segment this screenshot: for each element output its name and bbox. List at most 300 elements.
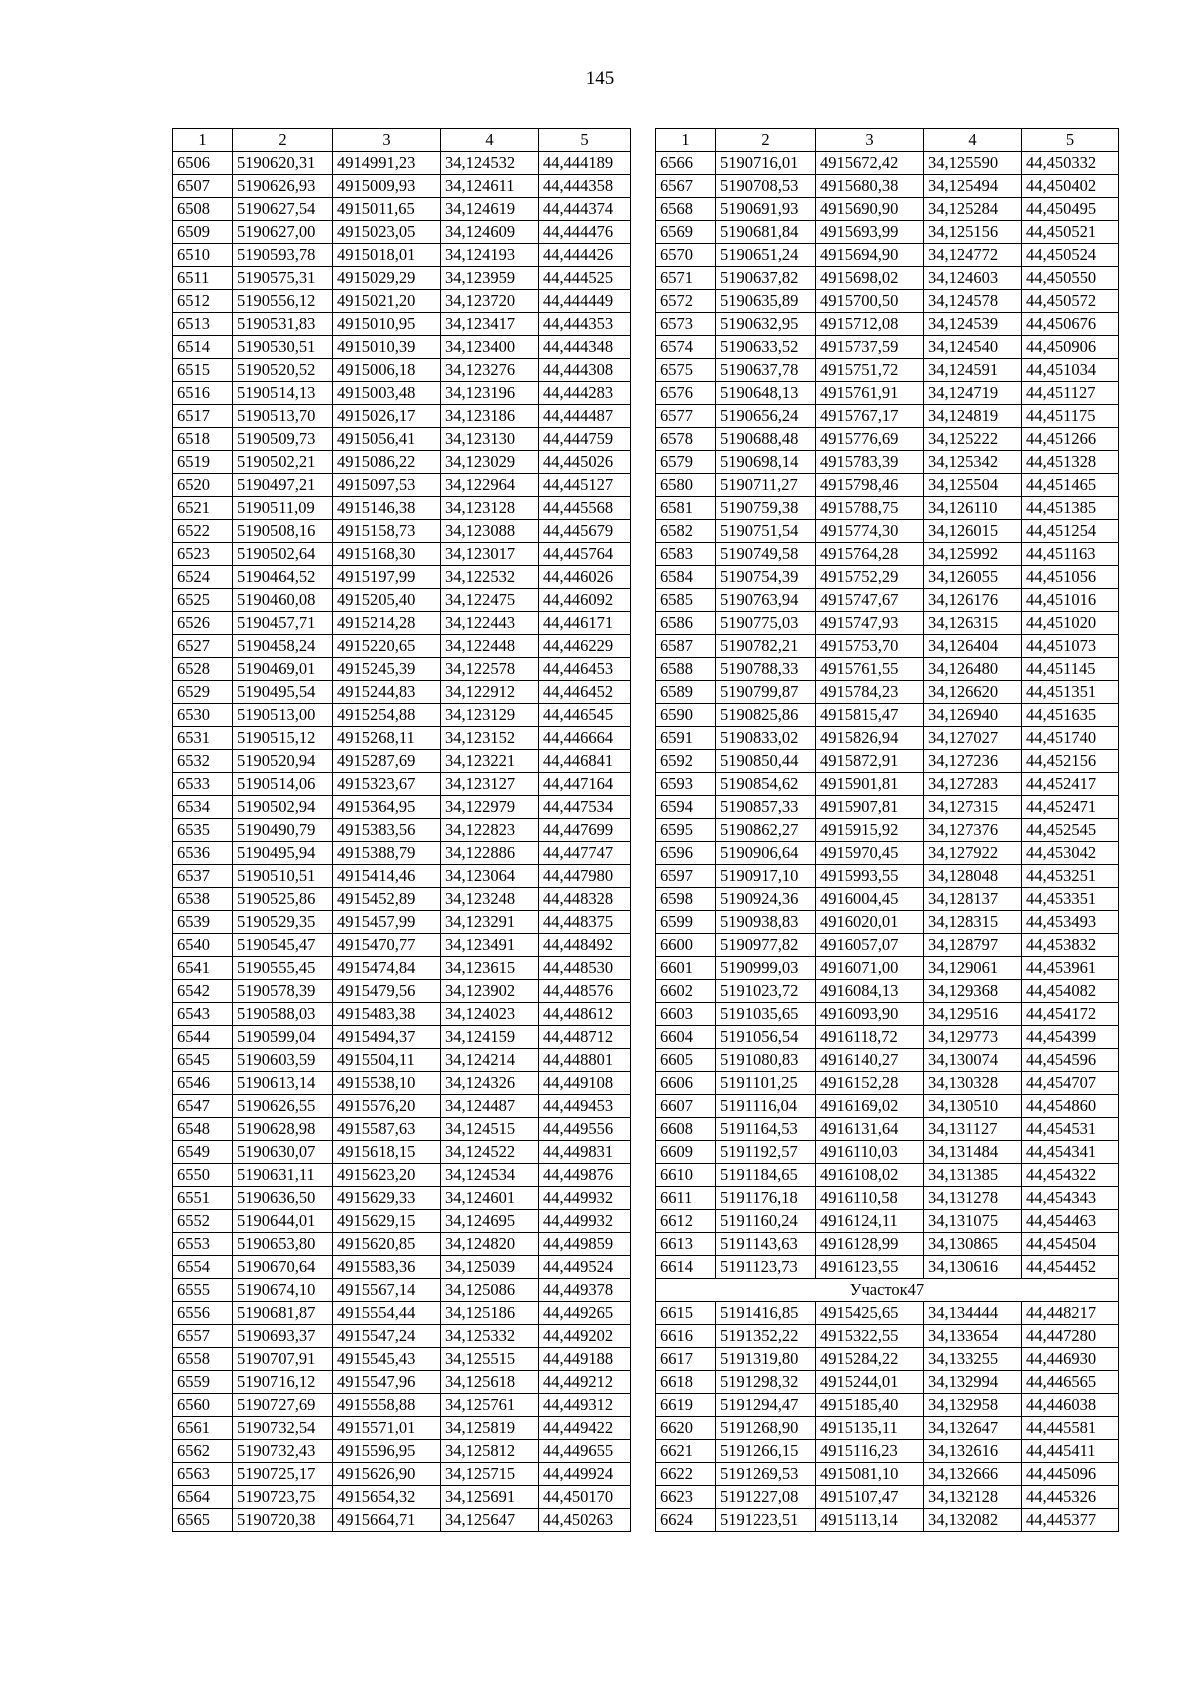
table-cell: 4916057,07 [816,934,924,957]
table-cell: 44,454504 [1022,1233,1119,1256]
table-cell: 4915245,39 [333,658,441,681]
table-cell: 44,446229 [539,635,631,658]
table-row [656,428,1119,451]
table-cell: 6511 [173,267,233,290]
table-row [656,589,1119,612]
table-row [173,1394,631,1417]
column-header: 5 [539,129,631,152]
table-cell: 5190495,54 [233,681,333,704]
table-row [656,865,1119,888]
table-cell: 34,122475 [441,589,539,612]
table-header-row [173,129,631,152]
table-cell: 44,450332 [1022,152,1119,175]
table-cell: 44,453042 [1022,842,1119,865]
table-row [173,359,631,382]
table-cell: 34,124695 [441,1210,539,1233]
table-cell: 5191223,51 [716,1509,816,1532]
table-cell: 34,132647 [924,1417,1022,1440]
table-cell: 5191164,53 [716,1118,816,1141]
table-cell: 44,448530 [539,957,631,980]
table-cell: 34,125156 [924,221,1022,244]
table-cell: 34,124487 [441,1095,539,1118]
table-cell: 4915323,67 [333,773,441,796]
table-row [173,1187,631,1210]
table-cell: 5190751,54 [716,520,816,543]
table-cell: 5190656,24 [716,405,816,428]
table-cell: 5191294,47 [716,1394,816,1417]
table-cell: 6617 [656,1348,716,1371]
table-cell: 44,454341 [1022,1141,1119,1164]
table-row [656,520,1119,543]
table-cell: 6624 [656,1509,716,1532]
table-cell: 5190556,12 [233,290,333,313]
table-cell: 6534 [173,796,233,819]
table-cell: 34,124772 [924,244,1022,267]
table-cell: 34,131484 [924,1141,1022,1164]
page-number: 145 [585,68,615,89]
table-cell: 5190513,00 [233,704,333,727]
table-cell: 4915425,65 [816,1302,924,1325]
table-cell: 44,451740 [1022,727,1119,750]
table-cell: 4915764,28 [816,543,924,566]
table-cell: 5190674,10 [233,1279,333,1302]
table-cell: 4915006,18 [333,359,441,382]
table-cell: 4915753,70 [816,635,924,658]
table-cell: 34,123417 [441,313,539,336]
table-cell: 4915747,93 [816,612,924,635]
table-cell: 44,447280 [1022,1325,1119,1348]
table-cell: 44,454082 [1022,980,1119,1003]
table-cell: 44,448801 [539,1049,631,1072]
table-cell: 44,445568 [539,497,631,520]
table-cell: 5191176,18 [716,1187,816,1210]
table-cell: 5190469,01 [233,658,333,681]
table-cell: 34,127283 [924,773,1022,796]
table-row [656,704,1119,727]
table-cell: 44,454343 [1022,1187,1119,1210]
table-cell: 34,124603 [924,267,1022,290]
table-row [656,796,1119,819]
table-row [173,1256,631,1279]
table-cell: 5191352,22 [716,1325,816,1348]
table-row [173,1486,631,1509]
table-row [656,451,1119,474]
table-cell: 34,125715 [441,1463,539,1486]
table-cell: 44,451351 [1022,681,1119,704]
table-cell: 6510 [173,244,233,267]
table-cell: 6535 [173,819,233,842]
table-cell: 6528 [173,658,233,681]
table-cell: 44,454452 [1022,1256,1119,1279]
table-cell: 34,125761 [441,1394,539,1417]
table-cell: 44,449212 [539,1371,631,1394]
table-cell: 6520 [173,474,233,497]
table-cell: 4916110,58 [816,1187,924,1210]
table-row [173,1141,631,1164]
table-cell: 4915970,45 [816,842,924,865]
table-row [173,1371,631,1394]
table-cell: 44,451465 [1022,474,1119,497]
table-row [656,1486,1119,1509]
table-cell: 34,122578 [441,658,539,681]
table-cell: 4916108,02 [816,1164,924,1187]
table-cell: 4916118,72 [816,1026,924,1049]
table-row [656,1049,1119,1072]
table-row [656,612,1119,635]
table-cell: 6576 [656,382,716,405]
table-cell: 34,125812 [441,1440,539,1463]
table-cell: 44,446092 [539,589,631,612]
table-cell: 34,124539 [924,313,1022,336]
table-cell: 6604 [656,1026,716,1049]
table-cell: 34,124515 [441,1118,539,1141]
table-row [173,382,631,405]
column-header: 4 [441,129,539,152]
table-cell: 44,448576 [539,980,631,1003]
table-cell: 4914991,23 [333,152,441,175]
table-cell: 44,446026 [539,566,631,589]
table-cell: 6598 [656,888,716,911]
table-row [173,865,631,888]
table-cell: 5190635,89 [716,290,816,313]
table-cell: 34,125332 [441,1325,539,1348]
table-row [656,1348,1119,1371]
coordinates-table-right [655,128,1119,1532]
table-cell: 4915672,42 [816,152,924,175]
table-cell: 44,450676 [1022,313,1119,336]
table-row [656,750,1119,773]
table-row [656,1026,1119,1049]
table-cell: 6594 [656,796,716,819]
table-cell: 5191192,57 [716,1141,816,1164]
table-cell: 5190688,48 [716,428,816,451]
table-cell: 44,451163 [1022,543,1119,566]
table-cell: 4915479,56 [333,980,441,1003]
table-cell: 34,131075 [924,1210,1022,1233]
table-row [173,589,631,612]
table-cell: 34,129773 [924,1026,1022,1049]
table-cell: 44,450906 [1022,336,1119,359]
table-cell: 5190458,24 [233,635,333,658]
table-cell: 34,133255 [924,1348,1022,1371]
table-row [173,1233,631,1256]
table-cell: 34,122886 [441,842,539,865]
table-cell: 6584 [656,566,716,589]
table-cell: 4915700,50 [816,290,924,313]
table-cell: 4915680,38 [816,175,924,198]
table-row [656,1417,1119,1440]
table-cell: 5190707,91 [233,1348,333,1371]
table-cell: 44,450572 [1022,290,1119,313]
table-cell: 5190613,14 [233,1072,333,1095]
table-cell: 5190924,36 [716,888,816,911]
table-cell: 4915146,38 [333,497,441,520]
table-cell: 5190754,39 [716,566,816,589]
table-cell: 44,445096 [1022,1463,1119,1486]
table-cell: 6593 [656,773,716,796]
table-cell: 44,451016 [1022,589,1119,612]
table-cell: 6591 [656,727,716,750]
table-cell: 5190906,64 [716,842,816,865]
table-row [656,842,1119,865]
table-row [656,290,1119,313]
table-cell: 6619 [656,1394,716,1417]
table-cell: 44,450524 [1022,244,1119,267]
table-cell: 5191269,53 [716,1463,816,1486]
table-cell: 4915901,81 [816,773,924,796]
table-cell: 5191268,90 [716,1417,816,1440]
table-cell: 44,448375 [539,911,631,934]
table-cell: 34,123186 [441,405,539,428]
table-cell: 5190862,27 [716,819,816,842]
table-row [656,727,1119,750]
table-cell: 34,127376 [924,819,1022,842]
table-cell: 6558 [173,1348,233,1371]
table-cell: 34,124591 [924,359,1022,382]
table-cell: 44,451020 [1022,612,1119,635]
table-cell: 44,453961 [1022,957,1119,980]
table-cell: 6562 [173,1440,233,1463]
table-cell: 34,130865 [924,1233,1022,1256]
table-cell: 6622 [656,1463,716,1486]
table-cell: 6530 [173,704,233,727]
table-row [656,267,1119,290]
table-cell: 44,449556 [539,1118,631,1141]
table-cell: 4915761,91 [816,382,924,405]
table-cell: 4915798,46 [816,474,924,497]
table-cell: 6590 [656,704,716,727]
table-cell: 6603 [656,1003,716,1026]
table-cell: 34,126480 [924,658,1022,681]
table-cell: 6538 [173,888,233,911]
table-cell: 34,131278 [924,1187,1022,1210]
table-cell: 5190708,53 [716,175,816,198]
table-cell: 44,449265 [539,1302,631,1325]
table-cell: 5190788,33 [716,658,816,681]
table-cell: 4915494,37 [333,1026,441,1049]
table-cell: 6536 [173,842,233,865]
table-cell: 5190513,70 [233,405,333,428]
table-cell: 6506 [173,152,233,175]
table-cell: 34,125590 [924,152,1022,175]
table-cell: 5190632,95 [716,313,816,336]
table-cell: 4915626,90 [333,1463,441,1486]
table-row [173,520,631,543]
table-row [173,566,631,589]
table-cell: 6544 [173,1026,233,1049]
table-cell: 34,123152 [441,727,539,750]
table-cell: 6601 [656,957,716,980]
table-cell: 34,132616 [924,1440,1022,1463]
table-cell: 4915712,08 [816,313,924,336]
table-cell: 44,446664 [539,727,631,750]
table-cell: 6516 [173,382,233,405]
table-cell: 44,449924 [539,1463,631,1486]
column-header: 5 [1022,129,1119,152]
table-cell: 6579 [656,451,716,474]
table-cell: 6547 [173,1095,233,1118]
table-cell: 5191023,72 [716,980,816,1003]
table-cell: 4915567,14 [333,1279,441,1302]
table-cell: 44,454707 [1022,1072,1119,1095]
table-cell: 5190775,03 [716,612,816,635]
table-cell: 4915815,47 [816,704,924,727]
table-row [656,1072,1119,1095]
table-cell: 6512 [173,290,233,313]
table-cell: 6588 [656,658,716,681]
table-row [173,727,631,750]
table-cell: 5190628,98 [233,1118,333,1141]
table-cell: 34,122532 [441,566,539,589]
table-cell: 5190511,09 [233,497,333,520]
table-cell: 6554 [173,1256,233,1279]
table-cell: 5190508,16 [233,520,333,543]
table-row [173,1509,631,1532]
table-cell: 4915620,85 [333,1233,441,1256]
table-cell: 34,123128 [441,497,539,520]
table-cell: 4915547,96 [333,1371,441,1394]
table-cell: 4915474,84 [333,957,441,980]
table-cell: 44,447534 [539,796,631,819]
table-cell: 6573 [656,313,716,336]
table-cell: 44,453251 [1022,865,1119,888]
table-cell: 5190833,02 [716,727,816,750]
table-cell: 6531 [173,727,233,750]
table-row [173,1348,631,1371]
table-row [173,612,631,635]
table-cell: 4915783,39 [816,451,924,474]
table-row [173,980,631,1003]
table-cell: 44,449202 [539,1325,631,1348]
table-cell: 5190626,93 [233,175,333,198]
table-cell: 4915826,94 [816,727,924,750]
table-cell: 5190578,39 [233,980,333,1003]
table-cell: 34,122823 [441,819,539,842]
table-cell: 6578 [656,428,716,451]
table-row [173,336,631,359]
table-cell: 5190514,13 [233,382,333,405]
table-cell: 44,454463 [1022,1210,1119,1233]
table-cell: 44,446841 [539,750,631,773]
table-cell: 5190510,51 [233,865,333,888]
table-row [173,1095,631,1118]
table-cell: 6602 [656,980,716,1003]
table-row [173,658,631,681]
table-cell: 6521 [173,497,233,520]
table-cell: 44,450170 [539,1486,631,1509]
table-cell: 5190555,45 [233,957,333,980]
table-cell: 34,123017 [441,543,539,566]
table-row [173,175,631,198]
table-cell: 44,444348 [539,336,631,359]
table-cell: 34,122448 [441,635,539,658]
table-cell: 34,125819 [441,1417,539,1440]
table-cell: 44,447164 [539,773,631,796]
table-cell: 34,129516 [924,1003,1022,1026]
table-cell: 34,123491 [441,934,539,957]
table-cell: 34,124601 [441,1187,539,1210]
table-cell: 44,448492 [539,934,631,957]
table-cell: 4915776,69 [816,428,924,451]
table-cell: 6572 [656,290,716,313]
table-row [173,405,631,428]
coordinates-table-left [172,128,631,1532]
table-cell: 6548 [173,1118,233,1141]
table-cell: 4915538,10 [333,1072,441,1095]
table-row [656,1003,1119,1026]
table-cell: 5190653,80 [233,1233,333,1256]
table-cell: 4915107,47 [816,1486,924,1509]
table-cell: 4915737,59 [816,336,924,359]
table-cell: 6569 [656,221,716,244]
table-row [173,1003,631,1026]
table-cell: 34,126940 [924,704,1022,727]
table-cell: 4915571,01 [333,1417,441,1440]
table-cell: 6595 [656,819,716,842]
table-cell: 34,125992 [924,543,1022,566]
table-cell: 5190716,01 [716,152,816,175]
table-cell: 34,123720 [441,290,539,313]
table-cell: 5190693,37 [233,1325,333,1348]
table-cell: 44,450263 [539,1509,631,1532]
table-cell: 44,444189 [539,152,631,175]
table-cell: 6610 [656,1164,716,1187]
table-cell: 5191416,85 [716,1302,816,1325]
table-cell: 34,123902 [441,980,539,1003]
table-row [656,658,1119,681]
table-cell: 4915583,36 [333,1256,441,1279]
table-cell: 44,449108 [539,1072,631,1095]
table-cell: 4915470,77 [333,934,441,957]
table-row [656,175,1119,198]
table-row [656,1210,1119,1233]
table-cell: 5191101,25 [716,1072,816,1095]
table-cell: 6519 [173,451,233,474]
table-row [173,1049,631,1072]
table-cell: 5190633,52 [716,336,816,359]
table-row [173,934,631,957]
table-cell: 6599 [656,911,716,934]
table-cell: 4915654,32 [333,1486,441,1509]
table-cell: 4915011,65 [333,198,441,221]
table-cell: 44,445411 [1022,1440,1119,1463]
table-cell: 44,444353 [539,313,631,336]
table-cell: 5190637,78 [716,359,816,382]
table-cell: 6514 [173,336,233,359]
table-cell: 5191143,63 [716,1233,816,1256]
table-cell: 44,448328 [539,888,631,911]
table-cell: 4915761,55 [816,658,924,681]
table-cell: 44,449876 [539,1164,631,1187]
table-cell: 4916140,27 [816,1049,924,1072]
table-cell: 5190799,87 [716,681,816,704]
table-cell: 34,126015 [924,520,1022,543]
table-cell: 44,449859 [539,1233,631,1256]
column-header: 1 [173,129,233,152]
table-cell: 5190593,78 [233,244,333,267]
table-cell: 34,123959 [441,267,539,290]
table-cell: 6621 [656,1440,716,1463]
table-cell: 6533 [173,773,233,796]
table-cell: 34,124609 [441,221,539,244]
table-row [656,773,1119,796]
table-cell: 5190603,59 [233,1049,333,1072]
table-row [173,497,631,520]
table-cell: 6507 [173,175,233,198]
table-cell: 34,127922 [924,842,1022,865]
table-cell: 6615 [656,1302,716,1325]
table-cell: 6550 [173,1164,233,1187]
